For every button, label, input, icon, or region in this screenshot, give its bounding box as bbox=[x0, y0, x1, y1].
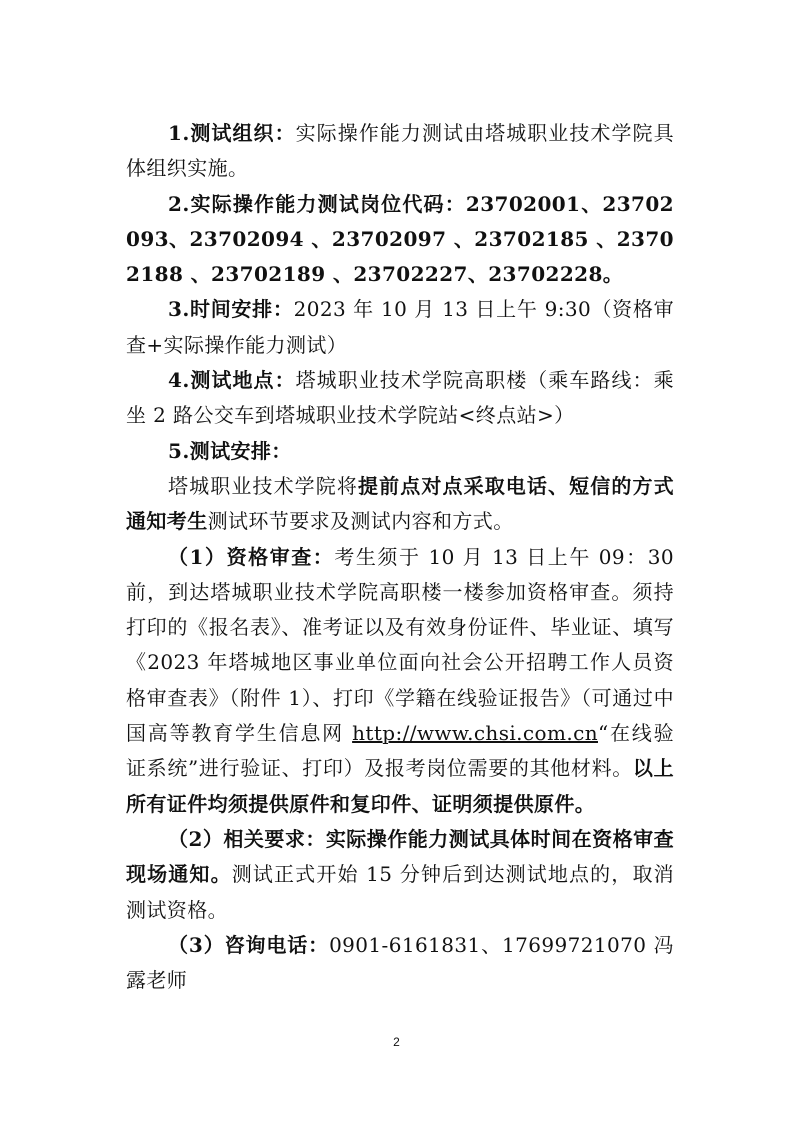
req-heading: （2）相关要求： bbox=[168, 826, 326, 851]
qual-text-1: 考生须于 10 月 13 日上午 09：30 前，到达塔城职业技术学院高职楼一楼参加资格审查。须持打印的《报名表》、准考证以及有效身份证件、毕业证、填写《2023 年塔城地区事业单位面向社会公开招聘工作人员资格审查表》（附件 1）、打印《学籍在线验证报告》（可通过中国高等教育学生信息网 bbox=[126, 544, 674, 746]
section-test-arrangement bbox=[126, 434, 674, 469]
contact-heading: （3）咨询电话： bbox=[168, 932, 330, 957]
time-heading: 3.时间安排： bbox=[168, 297, 294, 322]
arrangement-paragraph bbox=[126, 469, 674, 540]
section-requirements bbox=[126, 822, 674, 928]
section-position-codes bbox=[126, 187, 674, 293]
req-text: 测试正式开始 15 分钟后到达测试地点的，取消测试资格。 bbox=[126, 862, 674, 922]
section-contact bbox=[126, 928, 674, 999]
qual-bold: 以上所有证件均须提供原件和复印件、证明须提供原件。 bbox=[126, 756, 674, 816]
org-text: 实际操作能力测试由塔城职业技术学院具体组织实施。 bbox=[126, 121, 674, 181]
qual-text-2: “在线验证系统”进行验证、打印）及报考岗位需要的其他材料。 bbox=[126, 721, 674, 781]
arrange-text-2: 测试环节要求及测试内容和方式。 bbox=[207, 509, 514, 534]
section-time-schedule bbox=[126, 292, 674, 363]
qual-heading: （1）资格审查： bbox=[168, 544, 335, 569]
chsi-link[interactable]: http://www.chsi.com.cn bbox=[352, 721, 598, 746]
codes-heading: 2.实际操作能力测试岗位代码： bbox=[168, 191, 466, 216]
arrange-text-1: 塔城职业技术学院将 bbox=[168, 473, 359, 498]
place-text: 塔城职业技术学院高职楼（乘车路线：乘坐 2 路公交车到塔城职业技术学院站<终点站>） bbox=[126, 368, 674, 428]
time-text: 2023 年 10 月 13 日上午 9:30（资格审查+实际操作能力测试） bbox=[126, 297, 675, 357]
arrange-bold: 提前点对点采取电话、短信的方式通知考生 bbox=[126, 473, 674, 534]
codes-text: 23702001、23702093、23702094 、23702097 、23702185 、23702188 、23702189 、23702227、23702228。 bbox=[126, 191, 674, 287]
section-test-organization bbox=[126, 116, 674, 187]
req-bold: 实际操作能力测试具体时间在资格审查现场通知。 bbox=[126, 826, 674, 887]
place-heading: 4.测试地点： bbox=[168, 368, 296, 393]
contact-text: 0901-6161831、17699721070 冯露老师 bbox=[126, 932, 674, 993]
arrange-heading: 5.测试安排： bbox=[168, 438, 292, 463]
section-qualification-review bbox=[126, 540, 674, 822]
org-heading: 1.测试组织： bbox=[168, 121, 296, 145]
section-test-location bbox=[126, 363, 674, 434]
page-number: 2 bbox=[393, 1035, 400, 1049]
page-content bbox=[126, 116, 674, 998]
